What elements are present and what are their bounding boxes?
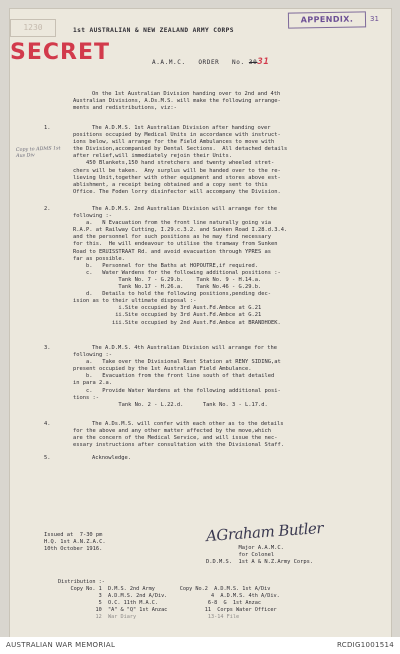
- intro-line: Australian Divisions, A.Ds.M.S. will make the following arrange-: [73, 98, 281, 105]
- signature-line: for Colonel: [206, 552, 275, 559]
- distribution-line: 12 War Diary 13-14 File: [58, 614, 240, 620]
- para3-line: Tank No. 2 - L.22.d. Tank No. 3 - L.17.d.: [73, 401, 268, 408]
- para1-line: The A.D.M.S. 1st Australian Division after handing over: [92, 125, 271, 131]
- para2-line: a. N Evacuation from the front line naturally going via: [73, 220, 271, 227]
- para2-line: following :-: [73, 213, 112, 220]
- para3-line: following :-: [73, 352, 112, 359]
- para2-line: iii.Site occupied by 2nd Aust.Fd.Ambce at BRANDHOEK.: [73, 319, 281, 326]
- para2-line: and the personnel for such positions as he may find necessary: [73, 234, 271, 241]
- paragraph-4: [73, 421, 385, 449]
- para2-line: d. Details to hold the following positions,pending dec-: [73, 291, 271, 298]
- para2-line: b. Personnel for the Baths at HOPOUTRE,if required.: [73, 262, 258, 269]
- para2-line: Tank No. 7 - G.29.b. Tank No. 9 - H.14.a.: [73, 276, 262, 283]
- paragraph-number-5: 5.: [44, 455, 51, 461]
- page-number: 31: [370, 15, 379, 23]
- signature-line: D.D.M.S. 1st A & N.Z.Army Corps.: [206, 559, 314, 566]
- order-line: [152, 59, 269, 66]
- para1-line: ions below, will arrange for the Field Ambulances to move with: [73, 139, 275, 146]
- distribution-line: Copy No. 1 D.M.S. 2nd Army Copy No.2 A.D.M.S. 1st A/Div: [58, 586, 271, 592]
- para3-line: b. Evacuation from the front line south of that detailed: [73, 373, 275, 380]
- issued-block: [44, 532, 106, 553]
- signature-line: Major A.A.M.C.: [206, 545, 284, 551]
- archive-reference: RCDIG1001514: [336, 641, 394, 649]
- intro-paragraph: [73, 91, 391, 112]
- para1-line: 450 Blankets,150 hand stretchers and twenty wheeled stret-: [73, 160, 275, 167]
- paragraph-number-1: 1.: [44, 125, 51, 131]
- issued-line: 10th October 1916.: [44, 546, 103, 553]
- para1-line: the Division,accompanied by Dental Sections. All detached details: [73, 146, 288, 153]
- distribution-line: 10 "A" & "Q" 1st Anzac 11 Corps Water Officer: [58, 607, 277, 613]
- para2-line: for this. He will endeavour to utilise the tramway from Sunken: [73, 241, 278, 248]
- para1-line: after relief,will immediately rejoin their Units.: [73, 153, 233, 160]
- para4-line: are the concern of the Medical Service, and will issue the nec-: [73, 435, 278, 442]
- document-page: [10, 9, 391, 637]
- para5-line: Acknowledge.: [92, 455, 131, 461]
- paragraph-1: [73, 125, 385, 196]
- distribution-list: [58, 579, 280, 621]
- order-prefix: A.A.M.C. ORDER No.: [152, 59, 245, 66]
- para1-line: Office. The Foden lorry disinfector will accompany the Division.: [73, 188, 281, 195]
- paragraph-2: [73, 206, 385, 327]
- para2-line: R.A.P. at Railway Cutting, I.29.c.3.2. and Sunken Road I.28.d.3.4.: [73, 227, 288, 234]
- secret-stamp: SECRET: [10, 40, 110, 65]
- para2-line: ii.Site occupied by 3rd Aust.Fd.Ambce at G.21: [73, 312, 262, 319]
- para2-line: c. Water Wardens for the following additional positions :-: [73, 269, 281, 276]
- archive-name: AUSTRALIAN WAR MEMORIAL: [6, 641, 116, 649]
- para4-line: The A.Ds.M.S. will confer with each other as to the details: [92, 421, 284, 427]
- para4-line: for the above and any other matter affected by the move,which: [73, 428, 271, 435]
- para3-line: c. Provide Water Wardens at the following additional posi-: [73, 387, 281, 394]
- para2-line: Road to ERUISSTRAAT Rd. and avoid evacuation through YPRES as: [73, 248, 271, 255]
- margin-annotation: Copy to ADMS 1st Aus Div: [15, 146, 61, 159]
- order-number-handwritten: 31: [257, 57, 270, 67]
- para3-line: tions :-: [73, 394, 99, 401]
- issued-line: Issued at 7-30 pm: [44, 532, 103, 538]
- archive-footer: [0, 637, 400, 654]
- order-number-struck: 30: [248, 59, 258, 66]
- paragraph-number-3: 3.: [44, 345, 51, 351]
- intro-line: On the 1st Australian Division handing over to 2nd and 4th: [92, 91, 281, 97]
- para2-line: The A.D.M.S. 2nd Australian Division will arrange for the: [92, 206, 277, 212]
- para2-line: ision as to their ultimate disposal :-: [73, 298, 197, 305]
- signature-block: [206, 545, 313, 566]
- intro-line: ments and redistributions, viz:-: [73, 105, 177, 112]
- para3-line: present occupied by the 1st Australian Field Ambulance.: [73, 366, 252, 373]
- para2-line: Tank No.17 - H.26.a. Tank No.46 - G.29.b.: [73, 284, 262, 291]
- distribution-line: 3 A.D.M.S. 2nd A/Div. 4 A.D.M.S. 4th A/Div.: [58, 593, 280, 599]
- para1-line: lieving Unit,together with other equipment and stores above est-: [73, 174, 281, 181]
- paragraph-number-4: 4.: [44, 421, 51, 427]
- para3-line: in para 2.a.: [73, 380, 112, 387]
- para2-line: i.Site occupied by 3rd Aust.Fd.Ambce at G.21: [73, 305, 262, 312]
- issued-line: H.Q. 1st A.N.Z.A.C.: [44, 539, 106, 546]
- para3-line: The A.D.M.S. 4th Australian Division will arrange for the: [92, 345, 277, 351]
- distribution-line: 5 O.C. 11th M.A.C. 6-8 G 1st Anzac: [58, 600, 262, 606]
- para2-line: far as possible.: [73, 255, 125, 262]
- handwritten-signature: AGraham Butler: [205, 518, 324, 546]
- para1-line: chers will be taken. Any surplus will be handed over to the re-: [73, 167, 281, 174]
- appendix-stamp: APPENDIX.: [288, 11, 366, 28]
- paragraph-number-2: 2.: [44, 206, 51, 212]
- para1-line: positions occupied by Medical Units in accordance with instruct-: [73, 132, 281, 139]
- paragraph-3: [73, 345, 385, 409]
- para4-line: essary instructions after consultation with the Divisional Staff.: [73, 442, 284, 449]
- distribution-line: Distribution :-: [58, 579, 105, 585]
- document-header-title: 1st AUSTRALIAN & NEW ZEALAND ARMY CORPS: [73, 27, 234, 34]
- para1-line: ablishment, a receipt being obtained and a copy sent to this: [73, 181, 268, 188]
- paragraph-5: [73, 455, 385, 462]
- para3-line: a. Take over the Divisional Rest Station at RENY SIDING,at: [73, 359, 281, 366]
- registry-number-stamp: 1230: [10, 19, 56, 37]
